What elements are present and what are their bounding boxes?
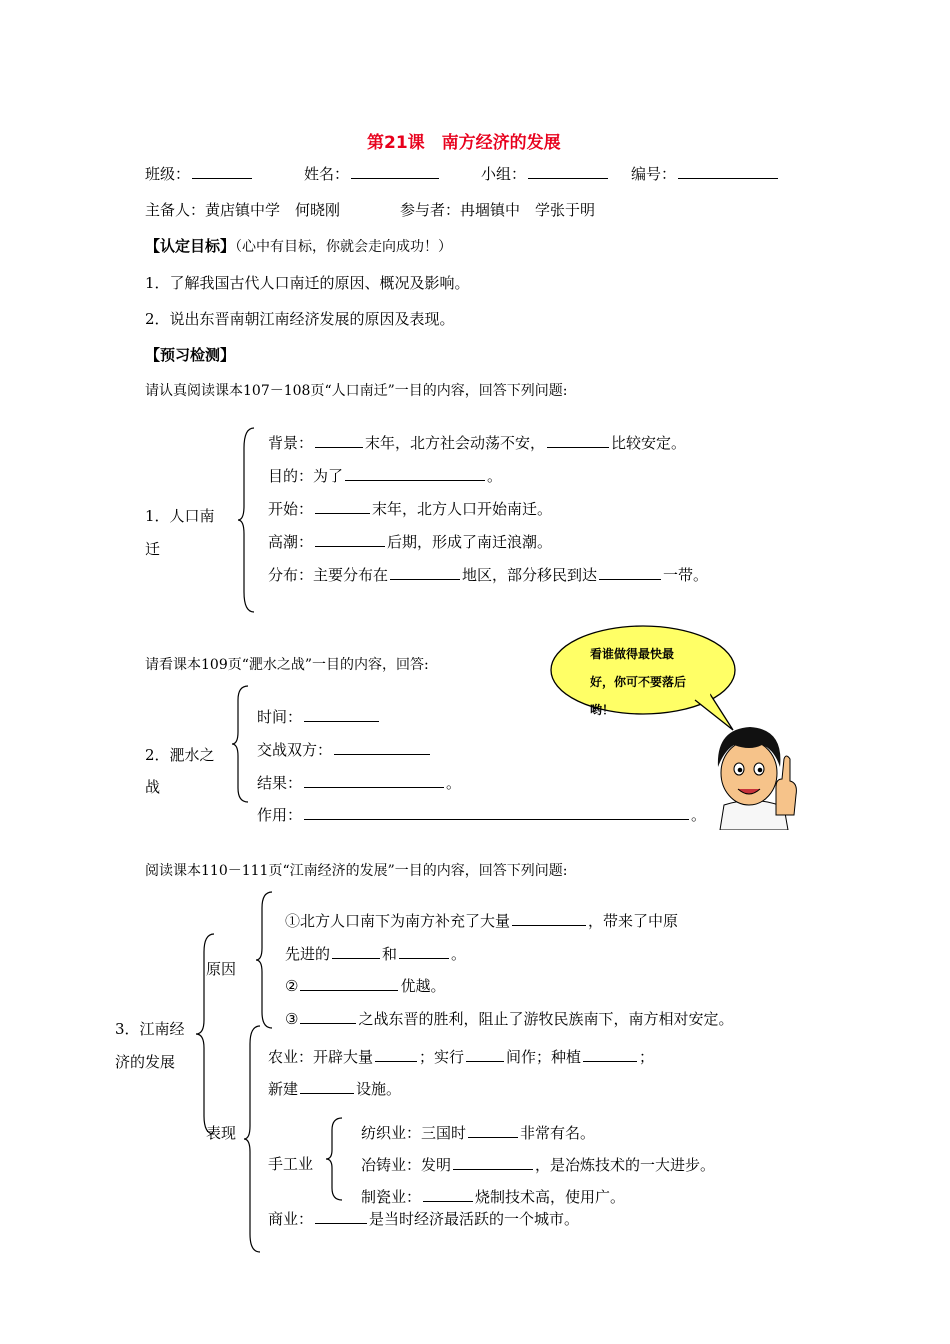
bubble-line-2: 好，你可不要落后	[590, 675, 687, 689]
author: 主备人：黄店镇中学 何晓刚	[145, 201, 341, 219]
q3-label-line2: 济的发展	[115, 1053, 176, 1071]
name-field	[304, 163, 441, 184]
q1-dist-blank-1[interactable]	[390, 565, 460, 580]
q3-reason-label: 原因	[206, 960, 237, 978]
q3-commerce-blank[interactable]	[315, 1209, 367, 1224]
q3-agri-blank-1[interactable]	[375, 1047, 417, 1062]
q2-result: 结果： 。	[257, 774, 462, 792]
q1-distribution: 分布：主要分布在 地区，部分移民到达 一带。	[268, 566, 709, 584]
q3-r1-blank-3[interactable]	[399, 944, 449, 959]
q3-r3-blank[interactable]	[300, 1009, 356, 1024]
q3-casting-blank[interactable]	[453, 1155, 533, 1170]
q1-start-blank[interactable]	[315, 499, 370, 514]
q3-porcelain: 制瓷业： 烧制技术高，使用广。	[361, 1188, 626, 1206]
q3-handicraft-brace	[326, 1118, 346, 1200]
q3-porcelain-blank[interactable]	[423, 1187, 473, 1202]
q2-label-line2: 战	[145, 778, 161, 796]
q1-purpose: 目的：为了 。	[268, 467, 503, 485]
cartoon-boy-illustration	[704, 715, 804, 830]
number-field	[631, 163, 780, 184]
participants: 参与者：冉堌镇中 学张于明	[400, 201, 596, 219]
intro-3: 阅读课本110－111页“江南经济的发展”一目的内容，回答下列问题:	[145, 863, 568, 879]
goals-motto: （心中有目标，你就会走向成功！）	[235, 239, 453, 255]
q2-brace	[232, 686, 252, 802]
q3-reason-brace	[256, 892, 276, 1028]
q3-agriculture: 农业：开辟大量 ；实行 间作；种植 ；	[268, 1048, 655, 1066]
page-title: 第21课 南方经济的发展	[367, 133, 561, 153]
q1-brace	[238, 428, 258, 612]
q3-casting: 冶铸业：发明 ，是冶炼技术的一大进步。	[361, 1156, 716, 1174]
q3-reason-2: ② 优越。	[285, 977, 446, 995]
q2-result-blank[interactable]	[304, 773, 444, 788]
q1-label-line1: 1．人口南	[145, 507, 215, 525]
goal-item-2: 2．说出东晋南朝江南经济发展的原因及表现。	[145, 310, 455, 328]
q1-bg-blank-2[interactable]	[547, 433, 609, 448]
q2-label-line1: 2．淝水之	[145, 746, 215, 764]
q1-dist-blank-2[interactable]	[599, 565, 661, 580]
goals-heading: 【认定目标】	[145, 237, 236, 255]
q2-time: 时间：	[257, 706, 381, 727]
q3-agri-blank-3[interactable]	[583, 1047, 637, 1062]
q2-sides: 交战双方：	[257, 739, 432, 760]
q1-start: 开始： 末年，北方人口开始南迁。	[268, 500, 553, 518]
group-field	[481, 163, 610, 184]
class-field	[145, 163, 254, 184]
goals-section	[145, 235, 452, 256]
q1-peak-blank[interactable]	[315, 532, 385, 547]
intro-1: 请认真阅读课本107－108页“人口南迁”一目的内容，回答下列问题:	[145, 383, 568, 399]
number-blank[interactable]	[678, 164, 778, 179]
q3-textile: 纺织业：三国时 非常有名。	[361, 1124, 596, 1142]
q3-performance-label: 表现	[206, 1124, 237, 1142]
name-label: 姓名：	[304, 165, 350, 183]
q3-reason-1-cont: 先进的 和 。	[285, 945, 467, 963]
q2-time-blank[interactable]	[304, 707, 379, 722]
class-label: 班级：	[145, 165, 191, 183]
q3-reason-3: ③ 之战东晋的胜利，阻止了游牧民族南下，南方相对安定。	[285, 1010, 734, 1028]
q3-r2-blank[interactable]	[300, 976, 398, 991]
goal-item-1: 1．了解我国古代人口南迁的原因、概况及影响。	[145, 274, 470, 292]
q1-label-line2: 迁	[145, 540, 161, 558]
q3-textile-blank[interactable]	[468, 1123, 518, 1138]
number-label: 编号：	[631, 165, 677, 183]
q3-agri-blank-2[interactable]	[466, 1047, 504, 1062]
q3-commerce: 商业： 是当时经济最活跃的一个城市。	[268, 1210, 580, 1228]
q2-effect: 作用： 。	[257, 806, 707, 824]
group-blank[interactable]	[528, 164, 608, 179]
q1-peak: 高潮： 后期，形成了南迁浪潮。	[268, 533, 553, 551]
group-label: 小组：	[481, 165, 527, 183]
q2-sides-blank[interactable]	[334, 740, 430, 755]
q1-purpose-blank[interactable]	[345, 466, 485, 481]
q2-effect-blank[interactable]	[304, 805, 689, 820]
class-blank[interactable]	[192, 164, 252, 179]
q3-r1-blank-2[interactable]	[332, 944, 380, 959]
preview-heading: 【预习检测】	[145, 346, 236, 364]
q3-label-line1: 3．江南经	[115, 1020, 185, 1038]
q3-agri-blank-4[interactable]	[300, 1079, 354, 1094]
q1-bg-blank-1[interactable]	[315, 433, 363, 448]
q3-handicraft-label: 手工业	[268, 1155, 314, 1173]
q3-agriculture-cont: 新建 设施。	[268, 1080, 402, 1098]
q3-r1-blank-1[interactable]	[512, 911, 586, 926]
q3-reason-1: ①北方人口南下为南方补充了大量 ，带来了中原	[285, 912, 679, 930]
q3-performance-brace	[244, 1026, 264, 1252]
name-blank[interactable]	[351, 164, 439, 179]
bubble-line-1: 看谁做得最快最	[590, 647, 675, 661]
intro-2: 请看课本109页“淝水之战”一目的内容，回答:	[145, 657, 429, 673]
q1-background: 背景： 末年，北方社会动荡不安， 比较安定。	[268, 434, 687, 452]
bubble-line-3: 哟！	[590, 703, 615, 717]
